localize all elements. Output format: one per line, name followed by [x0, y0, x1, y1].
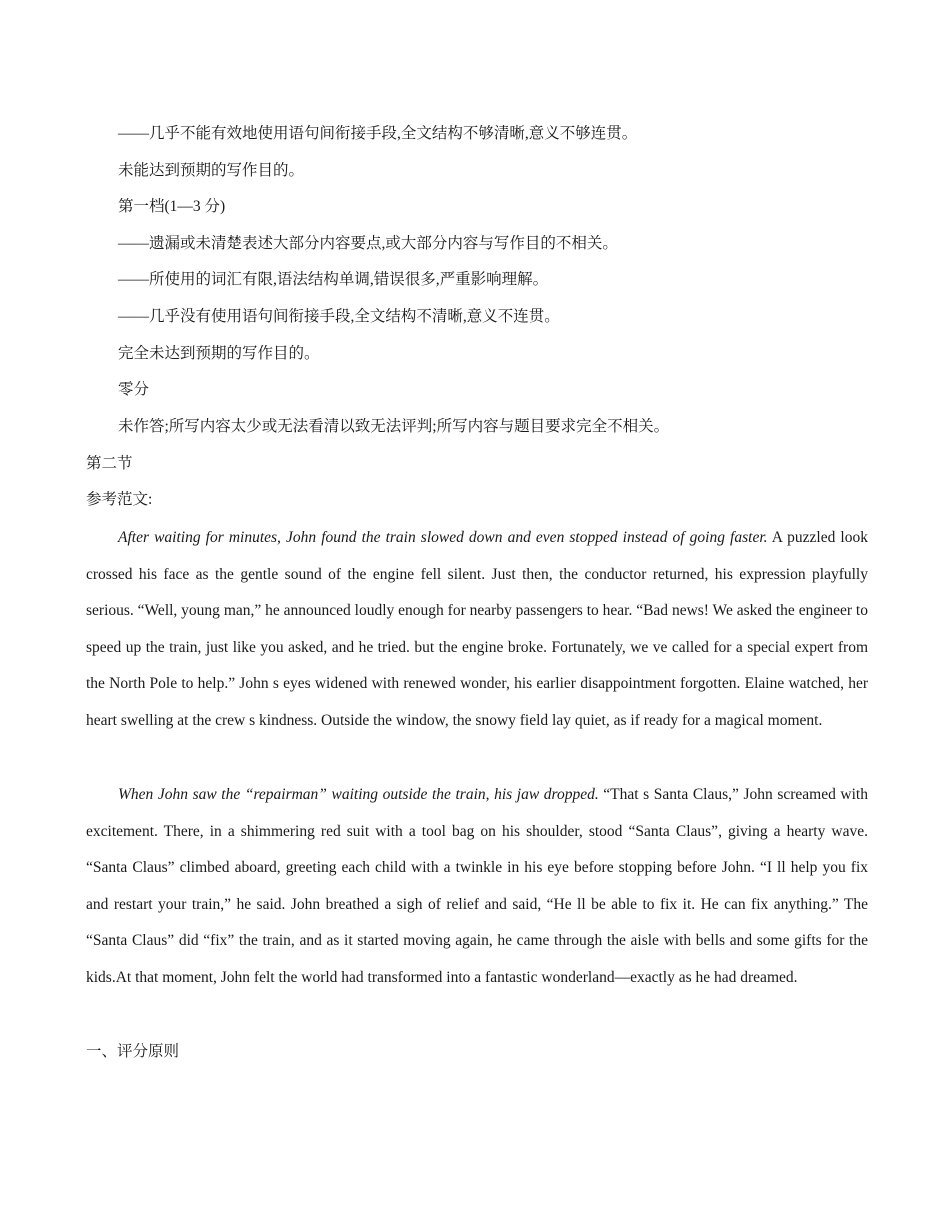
rubric-line-5: ——所使用的词汇有限,语法结构单调,错误很多,严重影响理解。 — [118, 271, 549, 288]
rubric-line-6: ——几乎没有使用语句间衔接手段,全文结构不清晰,意义不连贯。 — [118, 308, 560, 325]
rubric-line-7: 完全未达到预期的写作目的。 — [118, 345, 320, 362]
rubric-zero-heading: 零分 — [118, 381, 150, 398]
essay-paragraph-2-lead: When John saw the “repairman” waiting outside the train, his jaw dropped. — [118, 786, 599, 803]
rubric-line-1: ——几乎不能有效地使用语句间衔接手段,全文结构不够清晰,意义不够连贯。 — [118, 125, 638, 142]
rubric-line-4: ——遗漏或未清楚表述大部分内容要点,或大部分内容与写作目的不相关。 — [118, 235, 618, 252]
rubric-level-heading: 第一档(1—3 分) — [118, 198, 226, 215]
section-heading: 第二节 — [86, 455, 133, 472]
sample-label: 参考范文: — [86, 491, 153, 508]
rubric-line-9: 未作答;所写内容太少或无法看清以致无法评判;所写内容与题目要求完全不相关。 — [118, 418, 670, 435]
essay-paragraph-1-lead: After waiting for minutes, John found the train slowed down and even stopped instead of going faster. — [118, 529, 768, 546]
rubric-line-2: 未能达到预期的写作目的。 — [118, 162, 305, 179]
essay-paragraph-1-body: A puzzled look crossed his face as the gentle sound of the engine fell silent. Just then, the conductor returned, his expression playfully serious. “Well, young man,” he announced loudly enough for nearby passengers to hear. “Bad news! We asked the engineer to speed up the train, just like you asked, and he tried. but the engine broke. Fortunately, we ve called for a special expert from the North Pole to help.” John s eyes widened with renewed wonder, his earlier disappointment forgotten. Elaine watched, her heart swelling at the crew s kindness. Outside the window, the snowy field lay quiet, as if ready for a magical moment. — [86, 529, 868, 729]
essay-paragraph-2-body: “That s Santa Claus,” John screamed with excitement. There, in a shimmering red suit with a tool bag on his shoulder, stood “Santa Claus”, giving a hearty wave. “Santa Claus” climbed aboard, greeting each child with a twinkle in his eye before stopping before John. “I ll help you fix and restart your train,” he said. John breathed a sigh of relief and said, “He ll be able to fix it. He can fix anything.” The “Santa Claus” did “fix” the train, and as it started moving again, he came through the aisle with bells and some gifts for the kids.At that moment, John felt the world had transformed into a fantastic wonderland—exactly as he had dreamed. — [86, 786, 868, 986]
scoring-principles-heading: 一、评分原则 — [86, 1043, 180, 1060]
essay-paragraph-2 — [86, 777, 868, 997]
essay-paragraph-1 — [86, 520, 868, 740]
